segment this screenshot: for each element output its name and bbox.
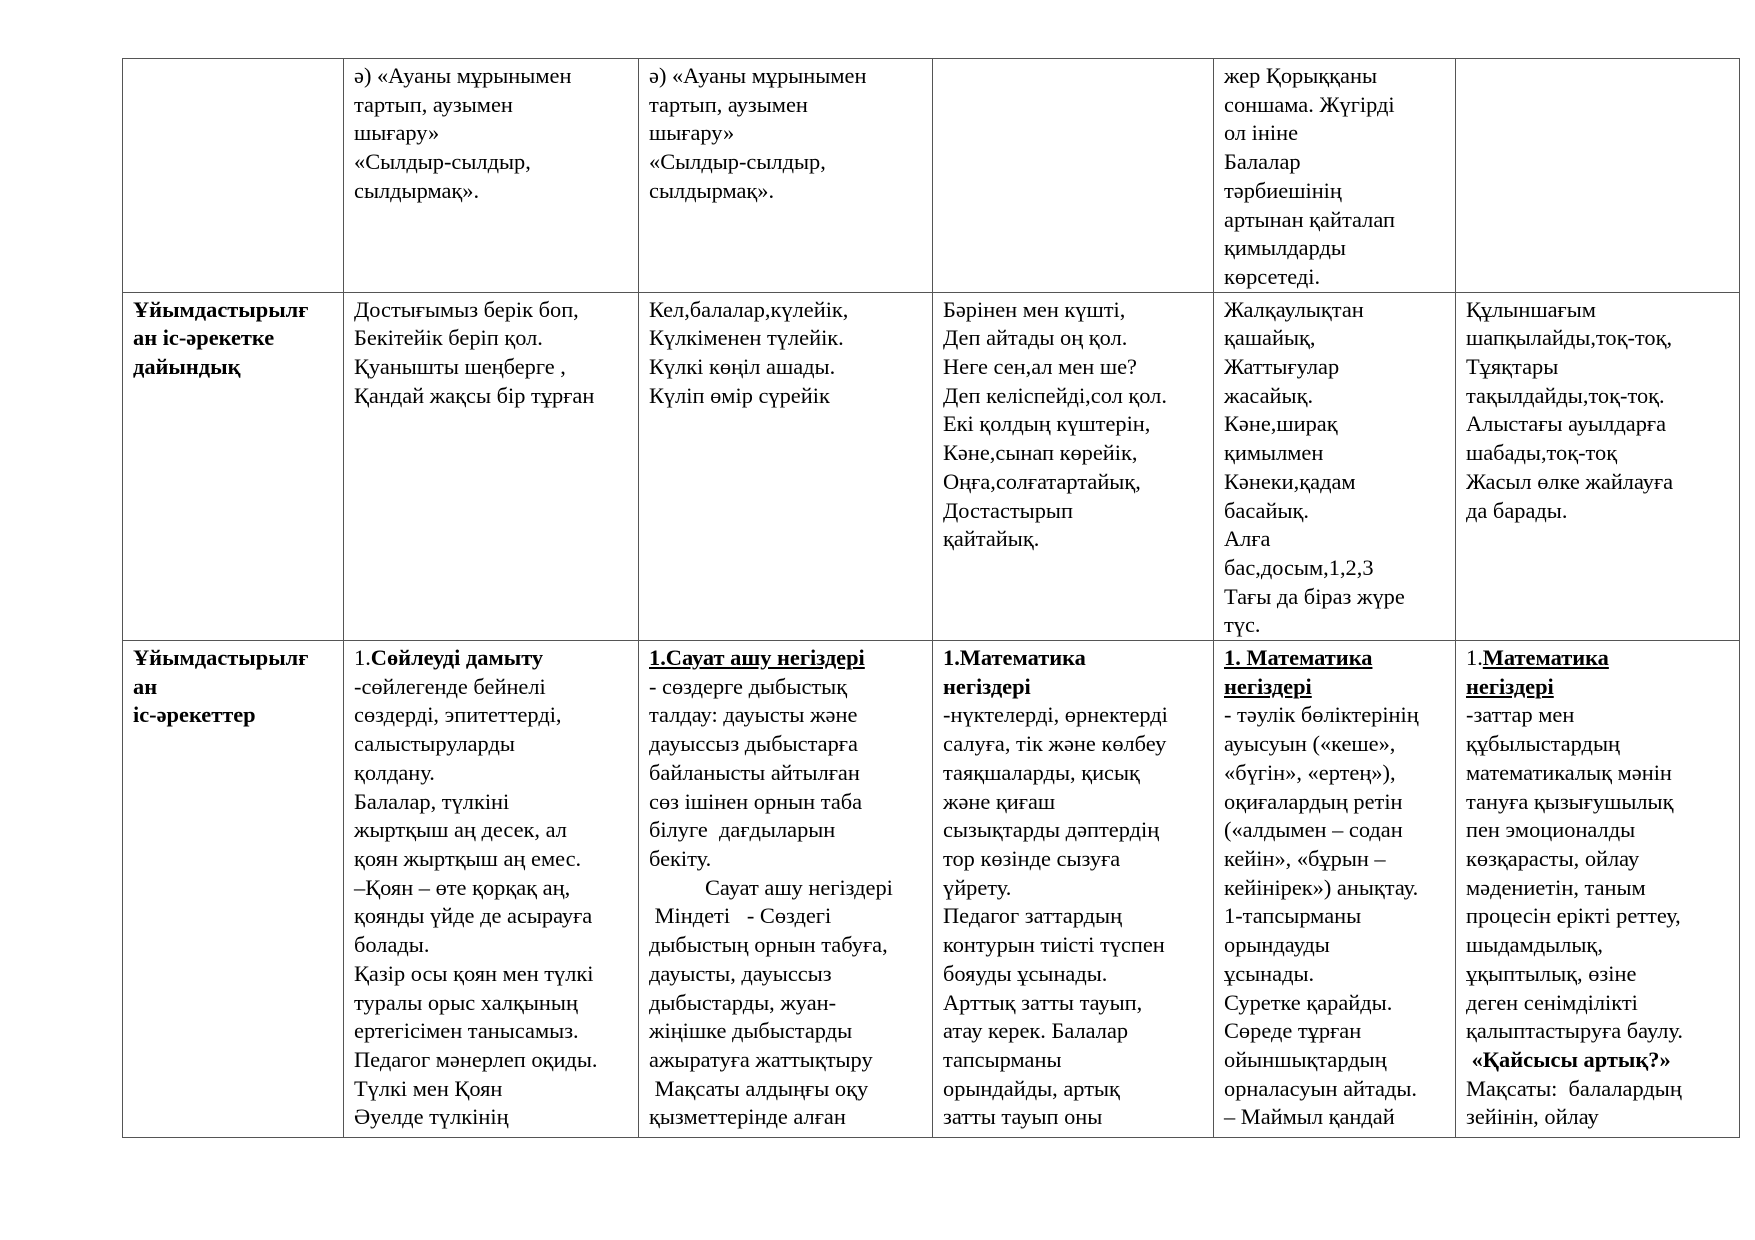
text-line: Күліп өмір сүрейік bbox=[649, 382, 830, 408]
thursday-activity-heading bbox=[1224, 644, 1445, 701]
text-line: Әуелде түлкінің bbox=[354, 1104, 509, 1130]
text-line: ұқыптылық, өзіне bbox=[1466, 960, 1637, 986]
text-line: шыдамдылық, bbox=[1466, 932, 1603, 958]
friday-activity-text bbox=[1466, 701, 1729, 1045]
text-line: дауыссыз дыбыстарға bbox=[649, 731, 858, 757]
text-line: кейінірек») анықтау. bbox=[1224, 874, 1419, 900]
text-line: 1.Математика bbox=[943, 645, 1086, 671]
text-line: Достығымыз берік боп, bbox=[354, 296, 579, 322]
row1-label-cell bbox=[123, 59, 344, 293]
text-line: Күлкіменен түлейік. bbox=[649, 325, 844, 351]
row1-wednesday-cell bbox=[933, 59, 1214, 293]
text-line: тартып, аузымен bbox=[354, 91, 513, 117]
text-line: 1-тапсырманы bbox=[1224, 903, 1362, 929]
row2-tuesday-cell bbox=[639, 292, 933, 640]
table-row bbox=[123, 59, 1740, 293]
text-line: қимылмен bbox=[1224, 440, 1324, 466]
text-line: түс. bbox=[1224, 612, 1261, 638]
text-line: Екі қолдың күштерін, bbox=[943, 411, 1151, 437]
text-line: бекіту. bbox=[649, 845, 712, 871]
text-line: қызметтерінде алған bbox=[649, 1104, 846, 1130]
text-line: – Маймыл қандай bbox=[1224, 1104, 1395, 1130]
text-line: қолдану. bbox=[354, 759, 435, 785]
text-line: шығару» bbox=[354, 120, 440, 146]
text-line: Тағы да біраз жүре bbox=[1224, 583, 1405, 609]
text-line: («алдымен – содан bbox=[1224, 817, 1403, 843]
monday-activity-text bbox=[354, 673, 628, 1132]
text-line: байланысты айтылған bbox=[649, 759, 860, 785]
row2-friday-cell bbox=[1456, 292, 1740, 640]
wednesday-activity-heading bbox=[943, 644, 1203, 701]
text-line: бас,досым,1,2,3 bbox=[1224, 554, 1374, 580]
text-line: Бәрінен мен күшті, bbox=[943, 296, 1126, 322]
text-line: Міндеті - Сөздегі bbox=[649, 903, 832, 929]
row3-monday-cell bbox=[344, 641, 639, 1138]
table-row bbox=[123, 292, 1740, 640]
text-line: Деп айтады оң қол. bbox=[943, 325, 1128, 351]
text-line: шығару» bbox=[649, 120, 735, 146]
text-line: пен эмоционалды bbox=[1466, 817, 1636, 843]
row2-wednesday-cell bbox=[933, 292, 1214, 640]
text-line: Қандай жақсы бір тұрған bbox=[354, 382, 595, 408]
text-line: ертегісімен танысамыз. bbox=[354, 1018, 579, 1044]
tuesday-activity-goals bbox=[649, 902, 922, 1132]
text-line: шапқылайды,тоқ-тоқ, bbox=[1466, 325, 1673, 351]
text-line: соншама. Жүгірді bbox=[1224, 91, 1395, 117]
text-line: құбылыстардың bbox=[1466, 731, 1620, 757]
text-line: қоянды үйде де асырауға bbox=[354, 903, 593, 929]
text-line: ол ініне bbox=[1224, 120, 1299, 146]
text-line: Деп келіспейді,сол қол. bbox=[943, 382, 1167, 408]
text-line: Кәнеки,қадам bbox=[1224, 468, 1356, 494]
text-line: салыстыруларды bbox=[354, 731, 515, 757]
text-line: Ұйымдастырылғ bbox=[133, 645, 309, 671]
text-line: Қазір осы қоян мен түлкі bbox=[354, 960, 594, 986]
text-line: тор көзінде сызуға bbox=[943, 845, 1121, 871]
text-line: Жалқаулықтан bbox=[1224, 296, 1364, 322]
text-line: Педагог заттардың bbox=[943, 903, 1123, 929]
text-line: іс-әрекеттер bbox=[133, 702, 256, 728]
text-line: процесін ерікті реттеу, bbox=[1466, 903, 1681, 929]
text-line: затты тауып оны bbox=[943, 1104, 1103, 1130]
row2-label-cell bbox=[123, 292, 344, 640]
text-line: шабады,тоқ-тоқ bbox=[1466, 440, 1618, 466]
text-line: оқиғалардың ретін bbox=[1224, 788, 1403, 814]
text-line: ойыншықтардың bbox=[1224, 1046, 1387, 1072]
text-line: сызықтарды дәптердің bbox=[943, 817, 1160, 843]
text-line: туралы орыс халқының bbox=[354, 989, 578, 1015]
tuesday-subheading: Сауат ашу негіздері bbox=[705, 874, 893, 900]
friday-game-goal bbox=[1466, 1075, 1729, 1132]
text-line: орындайды, артық bbox=[943, 1075, 1120, 1101]
text-line: - сөздерге дыбыстық bbox=[649, 673, 848, 699]
text-line: ан bbox=[133, 673, 158, 699]
row3-friday-cell bbox=[1456, 641, 1740, 1138]
friday-activity-heading: 1.Математика bbox=[1466, 645, 1609, 671]
text-line: тапсырманы bbox=[943, 1046, 1062, 1072]
text-line: Ұйымдастырылғ bbox=[133, 296, 309, 322]
text-line: орындауды bbox=[1224, 932, 1330, 958]
text-line: орналасуын айтады. bbox=[1224, 1075, 1418, 1101]
thursday-activity-text bbox=[1224, 701, 1445, 1132]
text-line: ә) «Ауаны мұрынымен bbox=[354, 63, 572, 88]
row2-monday-cell bbox=[344, 292, 639, 640]
text-line: Алға bbox=[1224, 526, 1271, 552]
text-line: - тәулік бөліктерінің bbox=[1224, 702, 1419, 728]
text-line: -нүктелерді, өрнектерді bbox=[943, 702, 1168, 728]
text-line: тәрбиешінің bbox=[1224, 177, 1342, 203]
text-line: Суретке қарайды. bbox=[1224, 989, 1393, 1015]
text-line: Тұяқтары bbox=[1466, 354, 1559, 380]
text-line: қайтайық. bbox=[943, 526, 1040, 552]
text-line: Жаттығулар bbox=[1224, 354, 1340, 380]
text-line: контурын тиісті түспен bbox=[943, 932, 1165, 958]
text-line: Жасыл өлке жайлауға bbox=[1466, 468, 1674, 494]
text-line: басайық. bbox=[1224, 497, 1309, 523]
text-line: білуге дағдыларын bbox=[649, 817, 836, 843]
text-line: Балалар, түлкіні bbox=[354, 788, 510, 814]
text-line: артынан қайталап bbox=[1224, 206, 1395, 232]
text-line: ажыратуға жаттықтыру bbox=[649, 1046, 873, 1072]
text-line: дайындық bbox=[133, 354, 241, 380]
text-line: қоян жыртқыш аң емес. bbox=[354, 845, 582, 871]
text-line: таяқшаларды, қисық bbox=[943, 759, 1140, 785]
text-line: салуға, тік және көлбеу bbox=[943, 731, 1167, 757]
text-line: Сөреде тұрған bbox=[1224, 1018, 1362, 1044]
row1-thursday-cell bbox=[1214, 59, 1456, 293]
text-line: Мақсаты алдыңғы оқу bbox=[649, 1075, 869, 1101]
wednesday-activity-text bbox=[943, 701, 1203, 1132]
text-line: жасайық. bbox=[1224, 382, 1314, 408]
text-line: талдау: дауысты және bbox=[649, 702, 858, 728]
text-line: Педагог мәнерлеп оқиды. bbox=[354, 1046, 598, 1072]
text-line: тақылдайды,тоқ-тоқ. bbox=[1466, 382, 1665, 408]
text-line: Мақсаты: балалардың bbox=[1466, 1075, 1682, 1101]
friday-activity-heading-2: негіздері bbox=[1466, 673, 1554, 699]
text-line: «бүгін», «ертең»), bbox=[1224, 759, 1396, 785]
text-line: Алыстағы ауылдарға bbox=[1466, 411, 1667, 437]
text-line: зейінін, ойлау bbox=[1466, 1104, 1599, 1130]
text-line: негіздері bbox=[1224, 673, 1312, 699]
text-line: Кел,балалар,күлейік, bbox=[649, 296, 849, 322]
row1-tuesday-cell bbox=[639, 59, 933, 293]
row3-label-cell bbox=[123, 641, 344, 1138]
monday-activity-heading: 1.Сөйлеуді дамыту bbox=[354, 645, 544, 671]
row1-monday-cell bbox=[344, 59, 639, 293]
row2-thursday-cell bbox=[1214, 292, 1456, 640]
text-line: да барады. bbox=[1466, 497, 1568, 523]
tuesday-activity-text bbox=[649, 673, 922, 874]
text-line: тартып, аузымен bbox=[649, 91, 808, 117]
text-line: мәдениетін, таным bbox=[1466, 874, 1646, 900]
text-line: ан іс-әрекетке bbox=[133, 325, 275, 351]
text-line: жыртқыш аң десек, ал bbox=[354, 817, 567, 843]
text-line: тануға қызығушылық bbox=[1466, 788, 1674, 814]
text-line: 1. Математика bbox=[1224, 645, 1373, 671]
text-line: дауысты, дауыссыз bbox=[649, 960, 832, 986]
row3-wednesday-cell bbox=[933, 641, 1214, 1138]
text-line: ауысуын («кеше», bbox=[1224, 731, 1396, 757]
text-line: Балалар bbox=[1224, 149, 1301, 175]
row1-friday-cell bbox=[1456, 59, 1740, 293]
text-line: «Сылдыр-сылдыр, bbox=[649, 149, 826, 175]
text-line: ұсынады. bbox=[1224, 960, 1315, 986]
text-line: сөз ішінен орнын таба bbox=[649, 788, 863, 814]
text-line: деген сенімділікті bbox=[1466, 989, 1638, 1015]
text-line: Арттық затты тауып, bbox=[943, 989, 1143, 1015]
text-line: дыбыстың орнын табуға, bbox=[649, 932, 888, 958]
text-line: қалыптастыруға баулу. bbox=[1466, 1018, 1683, 1044]
text-line: Құлыншағым bbox=[1466, 296, 1596, 322]
row3-thursday-cell bbox=[1214, 641, 1456, 1138]
text-line: Бекітейік беріп қол. bbox=[354, 325, 543, 351]
table-row bbox=[123, 641, 1740, 1138]
text-line: және қиғаш bbox=[943, 788, 1056, 814]
text-line: Оңға,солғатартайық, bbox=[943, 468, 1141, 494]
text-line: қашайық, bbox=[1224, 325, 1316, 351]
friday-game-title: «Қайсысы артық?» bbox=[1466, 1046, 1671, 1072]
text-line: болады. bbox=[354, 932, 430, 958]
text-line: сылдырмақ». bbox=[649, 177, 775, 203]
text-line: көзқарасты, ойлау bbox=[1466, 845, 1640, 871]
text-line: математикалық мәнін bbox=[1466, 759, 1672, 785]
text-line: Қуанышты шеңберге , bbox=[354, 354, 566, 380]
text-line: Түлкі мен Қоян bbox=[354, 1075, 503, 1101]
text-line: қимылдарды bbox=[1224, 235, 1346, 261]
text-line: Күлкі көңіл ашады. bbox=[649, 354, 836, 380]
text-line: –Қоян – өте қорқақ аң, bbox=[354, 874, 571, 900]
row3-tuesday-cell bbox=[639, 641, 933, 1138]
text-line: кейін», «бұрын – bbox=[1224, 845, 1386, 871]
text-line: үйрету. bbox=[943, 874, 1012, 900]
text-line: «Сылдыр-сылдыр, bbox=[354, 149, 531, 175]
text-line: дыбыстарды, жуан- bbox=[649, 989, 837, 1015]
tuesday-activity-heading: 1.Сауат ашу негіздері bbox=[649, 645, 865, 671]
text-line: -сөйлегенде бейнелі bbox=[354, 673, 546, 699]
text-line: атау керек. Балалар bbox=[943, 1018, 1129, 1044]
text-line: сөздерді, эпитеттерді, bbox=[354, 702, 562, 728]
text-line: бояуды ұсынады. bbox=[943, 960, 1108, 986]
text-line: Неге сен,ал мен ше? bbox=[943, 354, 1137, 380]
text-line: жер Қорыққаны bbox=[1224, 63, 1377, 88]
text-line: сылдырмақ». bbox=[354, 177, 480, 203]
text-line: Достастырып bbox=[943, 497, 1073, 523]
text-line: -заттар мен bbox=[1466, 702, 1575, 728]
weekly-plan-table bbox=[122, 58, 1740, 1138]
text-line: Кәне,сынап көрейік, bbox=[943, 440, 1138, 466]
text-line: Кәне,ширақ bbox=[1224, 411, 1338, 437]
text-line: көрсетеді. bbox=[1224, 263, 1321, 289]
text-line: ә) «Ауаны мұрынымен bbox=[649, 63, 867, 88]
text-line: негіздері bbox=[943, 673, 1031, 699]
text-line: жіңішке дыбыстарды bbox=[649, 1018, 853, 1044]
